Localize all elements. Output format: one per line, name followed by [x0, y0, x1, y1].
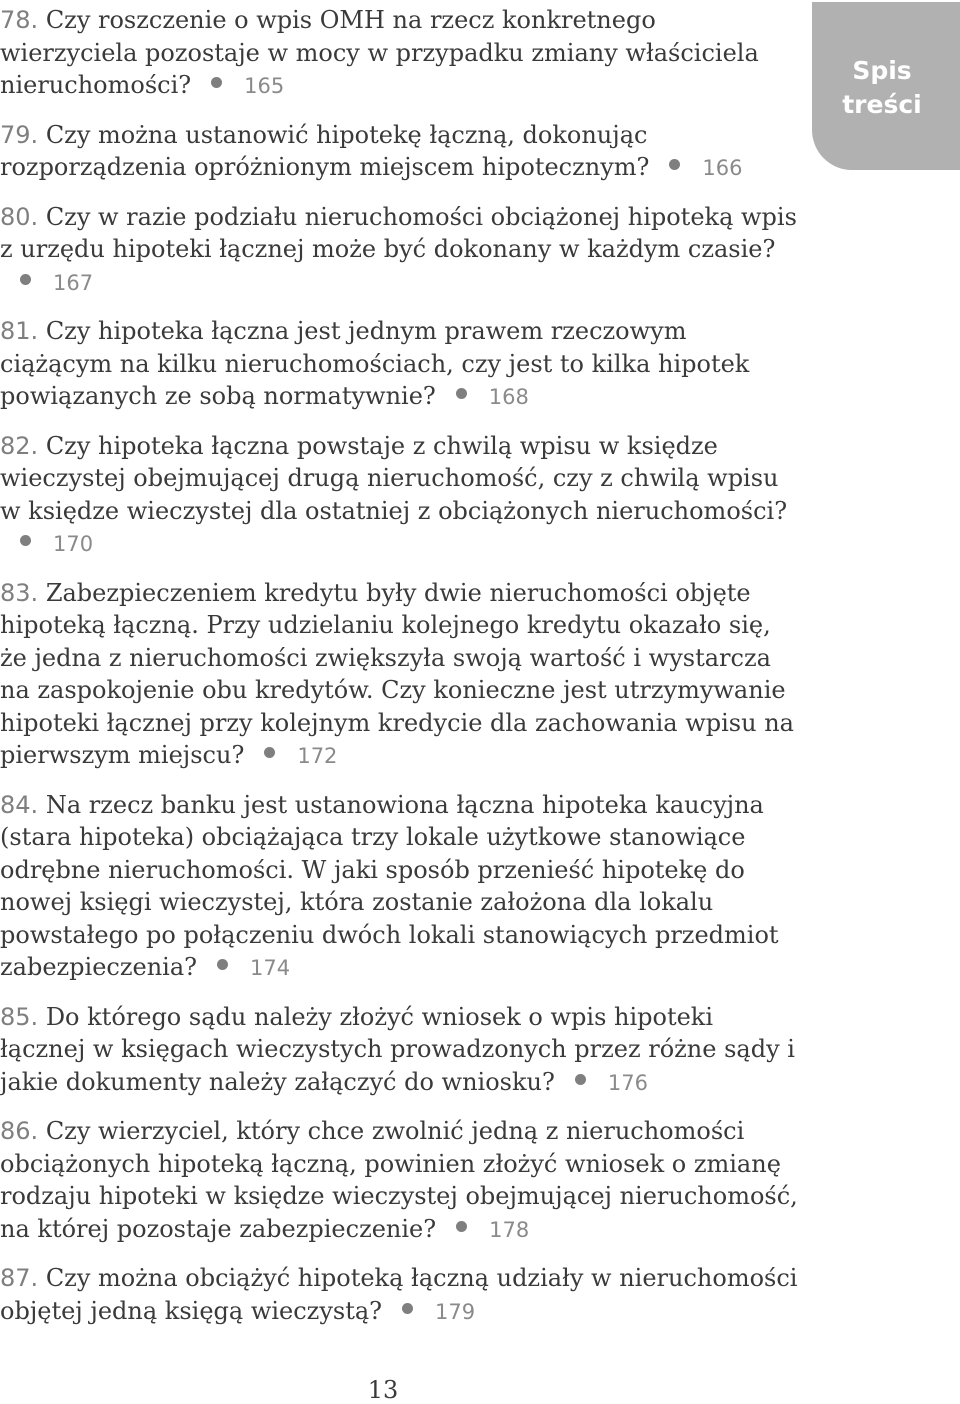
entry-text: Czy w razie podziału nieruchomości obciążonej hipoteką wpis z urzędu hipoteki łącznej może być dokonany w każdym czasie?	[0, 202, 797, 263]
entry-page[interactable]: 166	[702, 156, 743, 180]
entry-number: 80.	[0, 202, 39, 231]
toc-entry-83[interactable]	[0, 577, 800, 773]
entry-page[interactable]: 167	[53, 270, 94, 295]
entry-text: Czy roszczenie o wpis OMH na rzecz konkretnego wierzyciela pozostaje w mocy w przypadku zmiany właściciela nieruchomości?	[0, 6, 759, 99]
entry-text: Zabezpieczeniem kredytu były dwie nieruchomości objęte hipoteką łączną. Przy udzielaniu kolejnego kredytu okazało się, że jedna z nieruchomości zwiększyła swoją wartość i wystarcza na zaspokojenie obu kredytów. Czy konieczne jest utrzymywanie hipoteki łącznej przy kolejnym kredycie dla zachowania wpisu na pierwszym miejscu?	[0, 578, 794, 769]
toc-entry-86[interactable]	[0, 1115, 800, 1246]
entry-number: 85.	[0, 1002, 39, 1031]
toc-entry-87[interactable]	[0, 1262, 800, 1328]
toc-entry-85[interactable]	[0, 1001, 800, 1100]
entry-page[interactable]: 165	[244, 74, 285, 98]
bullet-icon	[456, 388, 467, 399]
entry-number: 83.	[0, 578, 39, 607]
bullet-icon	[456, 1221, 467, 1232]
entry-page[interactable]: 178	[489, 1217, 530, 1242]
toc-entry-78[interactable]	[0, 4, 800, 103]
bullet-icon	[20, 535, 31, 546]
entry-page[interactable]: 168	[488, 385, 529, 409]
bullet-icon	[217, 959, 228, 970]
entry-page[interactable]: 170	[53, 532, 94, 556]
entry-number: 81.	[0, 317, 39, 345]
entry-number: 78.	[0, 6, 39, 34]
entry-text: Czy hipoteka łączna jest jednym prawem rzeczowym ciążącym na kilku nieruchomościach, czy jest to kilka hipotek powiązanych ze sobą normatywnie?	[0, 317, 750, 410]
entry-text: Czy wierzyciel, który chce zwolnić jedną z nieruchomości obciążonych hipoteką łączną, powinien złożyć wniosek o zmianę rodzaju hipoteki w księdze wieczystej obejmującej nieruchomość, na której pozostaje zabezpieczenie?	[0, 1117, 798, 1243]
entry-number: 87.	[0, 1264, 39, 1292]
entry-text: Na rzecz banku jest ustanowiona łączna hipoteka kaucyjna (stara hipoteka) obciążająca trzy lokale użytkowe stanowiące odrębne nieruchomości. W jaki sposób przenieść hipotekę do nowej księgi wieczystej, która zostanie założona dla lokalu powstałego po połączeniu dwóch lokali stanowiących przedmiot zabezpieczenia?	[0, 790, 779, 981]
bullet-icon	[402, 1303, 413, 1314]
entry-text: Czy hipoteka łączna powstaje z chwilą wpisu w księdze wieczystej obejmującej drugą nieruchomość, czy z chwilą wpisu w księdze wieczystej dla ostatniej z obciążonych nieruchomości?	[0, 431, 788, 525]
entry-text: Czy można ustanowić hipotekę łączną, dokonując rozporządzenia opróżnionym miejscem hipotecznym?	[0, 120, 650, 181]
toc-list	[0, 4, 800, 1344]
toc-tab-line2: treści	[842, 90, 922, 119]
entry-page[interactable]: 174	[250, 956, 291, 980]
entry-number: 79.	[0, 120, 39, 149]
bullet-icon	[264, 747, 275, 758]
bullet-icon	[575, 1074, 586, 1085]
toc-entry-80[interactable]	[0, 201, 800, 300]
toc-entry-81[interactable]	[0, 315, 800, 414]
entry-page[interactable]: 176	[607, 1070, 648, 1095]
toc-entry-84[interactable]	[0, 789, 800, 985]
entry-page[interactable]: 172	[297, 744, 338, 768]
page-number: 13	[367, 1376, 399, 1404]
toc-tab-line1: Spis	[852, 56, 912, 85]
toc-entry-82[interactable]	[0, 430, 800, 561]
entry-number: 82.	[0, 431, 39, 460]
entry-number: 84.	[0, 790, 39, 819]
entry-number: 86.	[0, 1117, 39, 1145]
entry-text: Czy można obciążyć hipoteką łączną udziały w nieruchomości objętej jedną księgą wieczystą?	[0, 1264, 798, 1325]
bullet-icon	[669, 159, 680, 170]
entry-page[interactable]: 179	[435, 1299, 476, 1324]
bullet-icon	[211, 77, 222, 88]
bullet-icon	[20, 274, 31, 285]
toc-entry-79[interactable]	[0, 119, 800, 185]
entry-text: Do którego sądu należy złożyć wniosek o wpis hipoteki łącznej w księgach wieczystych prowadzonych przez różne sądy i jakie dokumenty należy załączyć do wniosku?	[0, 1002, 795, 1096]
toc-tab[interactable]	[812, 2, 960, 170]
